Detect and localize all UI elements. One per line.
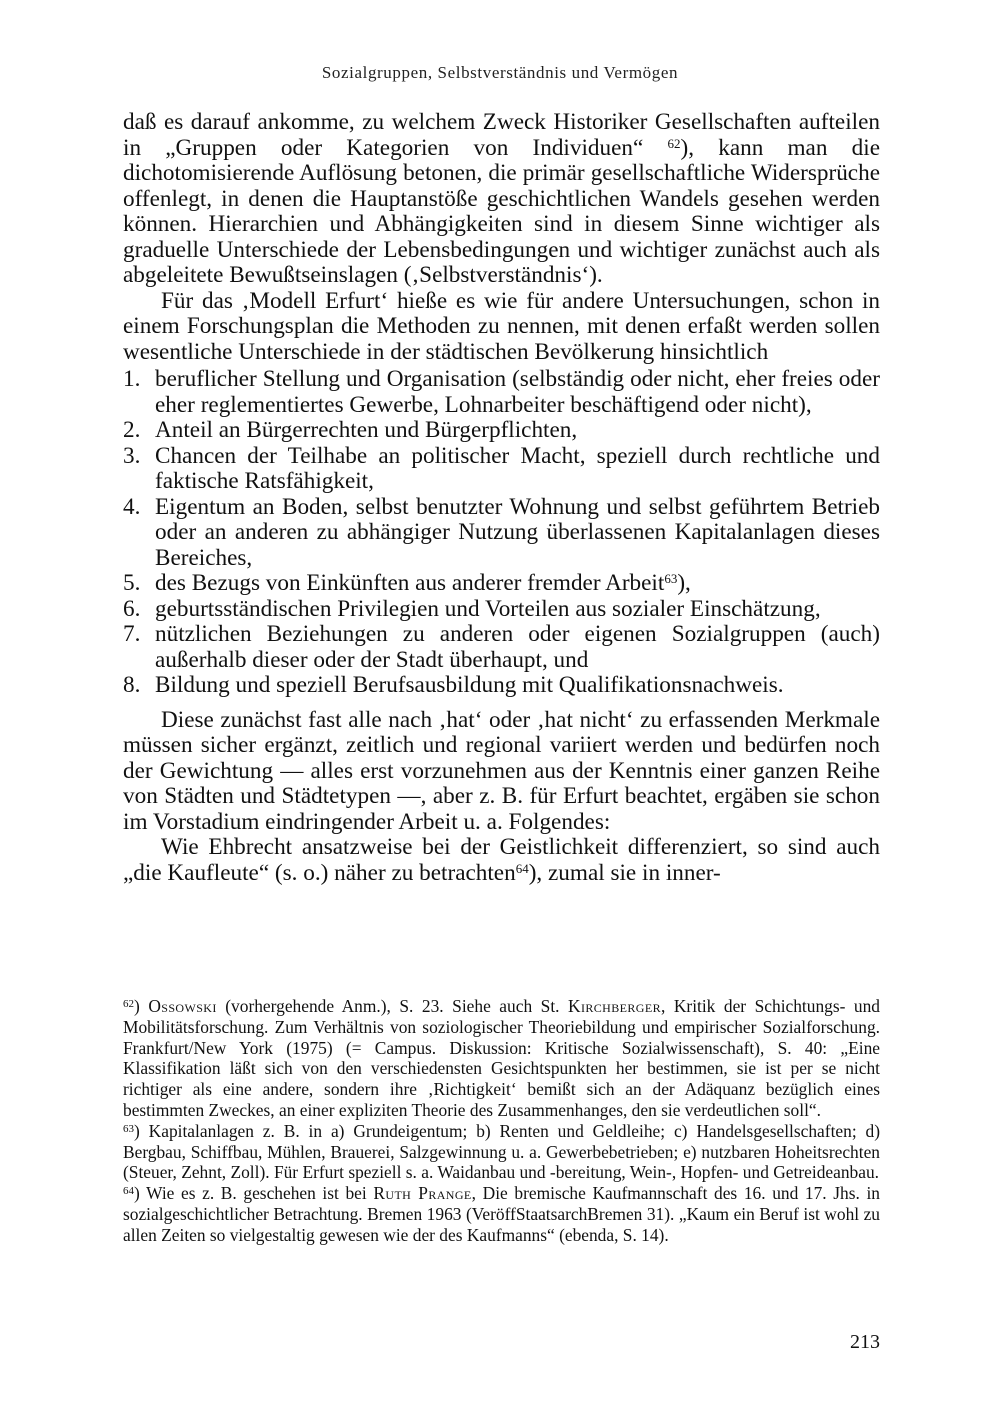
list-item [123, 418, 880, 444]
list-text: nützlichen Beziehungen zu anderen oder eigenen Sozialgruppen (auch) außerhalb dieser oder der Stadt überhaupt, und [155, 621, 880, 673]
footnotes [123, 996, 880, 1246]
list-text: beruflicher Stellung und Organisation (selbständig oder nicht, eher freies oder eher reglementiertes Gewerbe, Lohnarbeiter beschäftigend oder nicht), [155, 366, 880, 418]
list-item [123, 571, 880, 597]
list-text: Chancen der Teilhabe an politischer Macht, speziell durch rechtliche und faktische Ratsfähigkeit, [155, 442, 880, 494]
footnote-mark: 64 [123, 1185, 134, 1198]
paragraph-1 [123, 110, 880, 289]
main-text [123, 110, 880, 886]
page-number: 213 [850, 1331, 880, 1353]
running-header: Sozialgruppen, Selbstverständnis und Vermögen [321, 63, 679, 82]
paragraph-3: Diese zunächst fast alle nach ‚hat‘ oder ‚hat nicht‘ zu erfassenden Merkmale müssen sicher ergänzt, zeitlich und regional variiert werden und bedürfen noch der Gewichtung — alles erst vorzunehmen aus der Kenntnis einer ganzen Reihe von Städten und Städtetypen —, aber z. B. für Erfurt beachtet, ergäben sie schon im Vorstadium eindringender Arbeit u. a. Folgendes: [123, 706, 880, 835]
footnote-mark: 62 [123, 998, 134, 1010]
footnote-ref-63[interactable]: 63 [664, 571, 678, 586]
list-number: 8. [123, 672, 141, 698]
footnote-62: $^{62}$) Ossowski (vorhergehende Anm.), S. 23. Siehe auch St. Kirchberger, Kritik der Schichtungs- und Mobilitätsforschung. Zum Verhältnis von soziologischer Theoriebildung und empirischer Sozialforschung. Frankfurt/New York (1975) (= Campus. Diskussion: Kritische Sozialwissenschaft), S. 40: „Eine Klassifikation läßt sich von den verschiedensten Gesichtspunkten her bestimmen, sie ist per se nicht richtiger als eine andere, sondern ihre ‚Richtigkeit‘ bemißt sich an der Adäquanz bezüglich eines bestimmten Zweckes, an einer expliziten Theorie des Zusammenhanges, den sie verdeutlichen soll“. [123, 996, 881, 1120]
paragraph-4 [123, 835, 880, 886]
footnote-author: Ruth Prange [373, 1183, 472, 1204]
footnote-ref-64[interactable]: 64 [515, 860, 529, 876]
list-text: Bildung und speziell Berufsausbildung mit Qualifikationsnachweis. [155, 672, 784, 698]
paragraph-4-cont: ), zumal sie in inner- [528, 859, 721, 886]
footnote-text: Wie es z. B. geschehen ist bei [146, 1183, 374, 1204]
list-number: 6. [123, 595, 141, 622]
list-item [123, 495, 880, 572]
footnote-63: $^{63}$) Kapitalanlagen z. B. in a) Grundeigentum; b) Renten und Geldleihe; c) Handelsgesellschaften; d) Bergbau, Schiffbau, Mühlen, Brauerei, Salzgewinnung u. a. Gewerbebetrieben; e) nutzbaren Hoheitsrechten (Steuer, Zehnt, Zoll). Für Erfurt speziell s. a. Waidanbau und -bereitung, Wein-, Hopfen- und Getreideanbau. [123, 1120, 881, 1183]
footnote-text: Kapitalanlagen z. B. in a) Grundeigentum; b) Renten und Geldleihe; c) Handelsgesellschaften; d) Bergbau, Schiffbau, Mühlen, Brauerei, Salzgewinnung u. a. Gewerbebetrieben; e) nutzbaren Hoheitsrechten (Steuer, Zehnt, Zoll). Für Erfurt speziell s. a. Waidanbau und -bereitung, Wein-, Hopfen- und Getreideanbau. [123, 1120, 881, 1183]
footnote-mark: 63 [123, 1122, 134, 1135]
list-item [123, 673, 880, 699]
list-text: geburtsständischen Privilegien und Vorteilen aus sozialer Einschätzung, [155, 595, 821, 622]
paragraph-1-cont: ), kann man die dichotomisierende Auflösung betonen, die primär gesellschaftliche Widersprüche offenlegt, in denen die Hauptanstöße geschichtlichen Wandels gesehen werden können. Hierarchien und Abhängigkeiten sind in diesem Sinne wichtiger als graduelle Unterschiede der Lebensbedingungen und wichtiger zunächst auch als abgeleitete Bewußtseinslagen (‚Selbstverständnis‘). [123, 134, 880, 288]
footnote-text: , Die bremische Kaufmannschaft des 16. und 17. Jhs. in sozialgeschichtlicher Betrachtung. Bremen 1963 (VeröffStaatsarchBremen 31). „Kaum ein Beruf ist wohl zu allen Zeiten so vielgestaltig gewesen wie der des Kaufmanns“ (ebenda, S. 14). [123, 1183, 881, 1245]
footnote-64: $^{64}$) Wie es z. B. geschehen ist bei Ruth Prange, Die bremische Kaufmannschaft des 16. und 17. Jhs. in sozialgeschichtlicher Betrachtung. Bremen 1963 (VeröffStaatsarchBremen 31). „Kaum ein Beruf ist wohl zu allen Zeiten so vielgestaltig gewesen wie der des Kaufmanns“ (ebenda, S. 14). [123, 1183, 881, 1245]
list-number: 1. [123, 366, 141, 392]
list-number: 2. [123, 417, 141, 443]
footnote-text: , Kritik der Schichtungs- und Mobilitätsforschung. Zum Verhältnis von soziologischer Theoriebildung und empirischer Sozialforschung. Frankfurt/New York (1975) (= Campus. Diskussion: Kritische Sozialwissenschaft), S. 40: „Eine Klassifikation läßt sich von den verschiedensten Gesichtspunkten her bestimmen, sie ist per se nicht richtiger als eine andere, sondern ihre ‚Richtigkeit‘ bemißt sich an der Adäquanz bezüglich eines bestimmten Zweckes, an einer expliziten Theorie des Zusammenhanges, den sie verdeutlichen soll“. [123, 996, 881, 1120]
list-text: des Bezugs von Einkünften aus anderer fremder Arbeit [155, 570, 665, 596]
footnote-ref-62[interactable]: 62 [667, 135, 681, 151]
list-item [123, 367, 880, 418]
list-text: Anteil an Bürgerrechten und Bürgerpflichten, [155, 417, 578, 443]
paragraph-2: Für das ‚Modell Erfurt‘ hieße es wie für andere Untersuchungen, schon in einem Forschungsplan die Methoden zu nennen, mit denen erfaßt werden sollen wesentliche Unterschiede in der städtischen Bevölkerung hinsichtlich [123, 287, 880, 365]
list-item [123, 597, 880, 623]
criteria-list [123, 367, 880, 699]
list-number: 5. [123, 570, 141, 596]
footnote-text: (vorhergehende Anm.), S. 23. Siehe auch St. [216, 996, 569, 1016]
list-item [123, 622, 880, 673]
list-text-tail: ), [677, 570, 691, 596]
list-item [123, 444, 880, 495]
footnote-author: Ossowski [148, 996, 217, 1016]
paragraph-4-text: Wie Ehbrecht ansatzweise bei der Geistlichkeit differenziert, so sind auch „die Kaufleute“ (s. o.) näher zu betrachten [123, 834, 880, 886]
list-number: 3. [123, 442, 141, 469]
footnote-author: Kirchberger [568, 996, 661, 1016]
paragraph-1-text: daß es darauf ankomme, zu welchem Zweck Historiker Gesellschaften aufteilen in „Gruppen oder Kategorien von Individuen“ [123, 109, 880, 161]
list-number: 7. [123, 621, 141, 647]
list-text: Eigentum an Boden, selbst benutzter Wohnung und selbst geführtem Betrieb oder an anderen zu abhängiger Nutzung überlassenen Kapitalanlagen dieses Bereiches, [155, 493, 880, 571]
list-number: 4. [123, 493, 141, 520]
